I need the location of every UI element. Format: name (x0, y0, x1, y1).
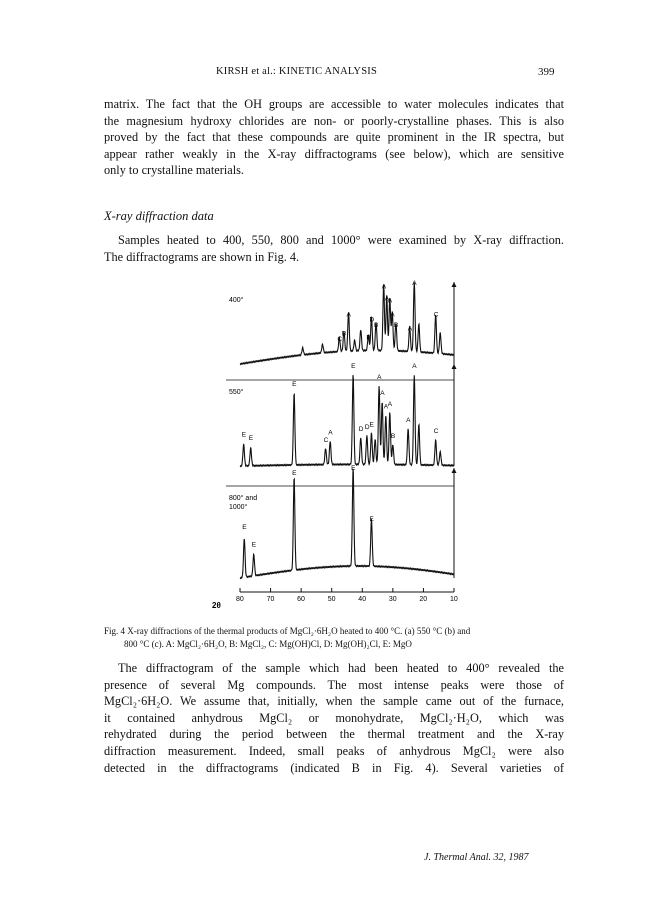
peak-label: C (323, 436, 329, 444)
series-line-2 (240, 375, 454, 466)
peak-label: E (351, 465, 356, 472)
text-line: detected in the diffractograms (indicated B in Fig. 4). Several varieties of (104, 760, 564, 775)
peak-label: E (351, 363, 356, 370)
peak-label: C (433, 311, 439, 319)
peak-label: A (377, 373, 382, 381)
series-line-1 (240, 282, 454, 364)
peak-label: C (337, 336, 343, 343)
xrd-figure (212, 280, 466, 615)
panel-label-550: 550° (229, 389, 244, 396)
text-line: matrix. The fact that the OH groups are accessible to water molecules indicates that (104, 97, 564, 111)
text-line: the magnesium hydroxy chlorides are non- or poorly-crystalline phases. This is also (104, 113, 564, 128)
text-line: only to crystalline materials. (104, 163, 245, 178)
text-line: The diffractograms are shown in Fig. 4. (104, 249, 300, 264)
peak-label: A (412, 280, 417, 287)
peak-label: A (387, 400, 393, 408)
x-tick-label: 80 (236, 596, 244, 603)
journal-footer: J. Thermal Anal. 32, 1987 (424, 852, 529, 863)
peak-label: C (433, 427, 439, 435)
xrd-chart (212, 280, 466, 615)
peak-label: E (242, 523, 247, 531)
series-line-3 (240, 469, 454, 579)
peak-label: B (341, 330, 347, 338)
text-line: MgCl₂·6H₂O. We assume that, initially, when the sample came out of the furnace, (104, 694, 564, 709)
peak-label: B (374, 322, 379, 329)
axis-arrow-head-2 (452, 364, 457, 369)
peak-label: E (369, 421, 374, 429)
peak-label: A (406, 417, 411, 424)
paragraph-2 (104, 232, 564, 265)
peak-label: A (381, 283, 387, 291)
text-line: presence of several Mg compounds. The most intense peaks were those of (104, 677, 564, 692)
text-line: rehydrated during the period between the thermal treatment and the X-ray (104, 727, 564, 742)
axis-arrow-head-1 (452, 282, 457, 287)
x-tick-label: 60 (297, 596, 305, 603)
peak-label: A (412, 363, 417, 370)
text-line: diffraction measurement. Indeed, small peaks of anhydrous MgCl₂ were also (104, 743, 564, 758)
peak-label: D (358, 426, 364, 433)
caption-line: Fig. 4 X-ray diffractions of the thermal products of MgCl₂·6H₂O heated to 400 °C. (a) 550 °C (b) and (104, 626, 471, 636)
panel-label-1000: 1000° (229, 504, 248, 511)
peak-label: A (407, 325, 413, 333)
peak-label: A (328, 429, 333, 437)
peak-label: E (248, 435, 254, 442)
axis-arrow-head-3 (452, 468, 457, 473)
x-tick-label: 50 (327, 596, 336, 603)
peak-label: E (292, 469, 297, 477)
panel-label-800: 800° and (229, 495, 258, 502)
peak-label: E (369, 516, 374, 523)
peak-label: B (390, 433, 396, 441)
peak-label: E (251, 541, 257, 549)
x-tick-label: 30 (388, 596, 397, 603)
text-line: it contained anhydrous MgCl₂ or monohydrate, MgCl₂·H₂O, which was (104, 710, 564, 725)
peak-label: E (241, 431, 247, 439)
peak-label: A (384, 295, 390, 303)
section-title: X-ray diffraction data (104, 209, 214, 223)
x-tick-label: 70 (266, 596, 275, 603)
caption-line: 800 °C (c). A: MgCl₂·6H₂O, B: MgCl₂, C: Mg(OH)Cl, D: Mg(OH)₂Cl, E: MgO (124, 639, 412, 649)
peak-label: B (366, 334, 371, 342)
peak-label: A (346, 311, 351, 319)
running-header (0, 66, 648, 80)
peak-label: B (393, 322, 399, 329)
panel-label-400: 400° (229, 297, 244, 304)
peak-label: D (364, 424, 370, 432)
peak-label: A (380, 390, 385, 397)
text-line: The diffractogram of the sample which had been heated to 400° revealed the (118, 661, 564, 675)
x-tick-label: 40 (358, 596, 367, 603)
paragraph-1 (104, 96, 564, 179)
running-title: KIRSH et al.: KINETIC ANALYSIS (216, 66, 377, 77)
peak-label: A (390, 311, 395, 319)
text-line: appear rather weakly in the X-ray diffractograms (see below), which are sensitive (104, 146, 564, 161)
peak-label: A (387, 297, 393, 305)
x-tick-label: 10 (450, 596, 458, 603)
paragraph-3 (104, 660, 564, 776)
peak-label: D (369, 316, 375, 324)
peak-label: A (383, 403, 389, 411)
figure-caption (104, 625, 564, 651)
peak-label: E (292, 381, 297, 388)
page-number: 399 (538, 66, 555, 78)
text-line: proved by the fact that these compounds are quite prominent in the IR spectra, but (104, 130, 564, 145)
x-axis-label: 2θ (212, 601, 221, 610)
text-line: Samples heated to 400, 550, 800 and 1000° were examined by X-ray diffraction. (118, 233, 564, 247)
x-tick-label: 20 (419, 596, 428, 603)
